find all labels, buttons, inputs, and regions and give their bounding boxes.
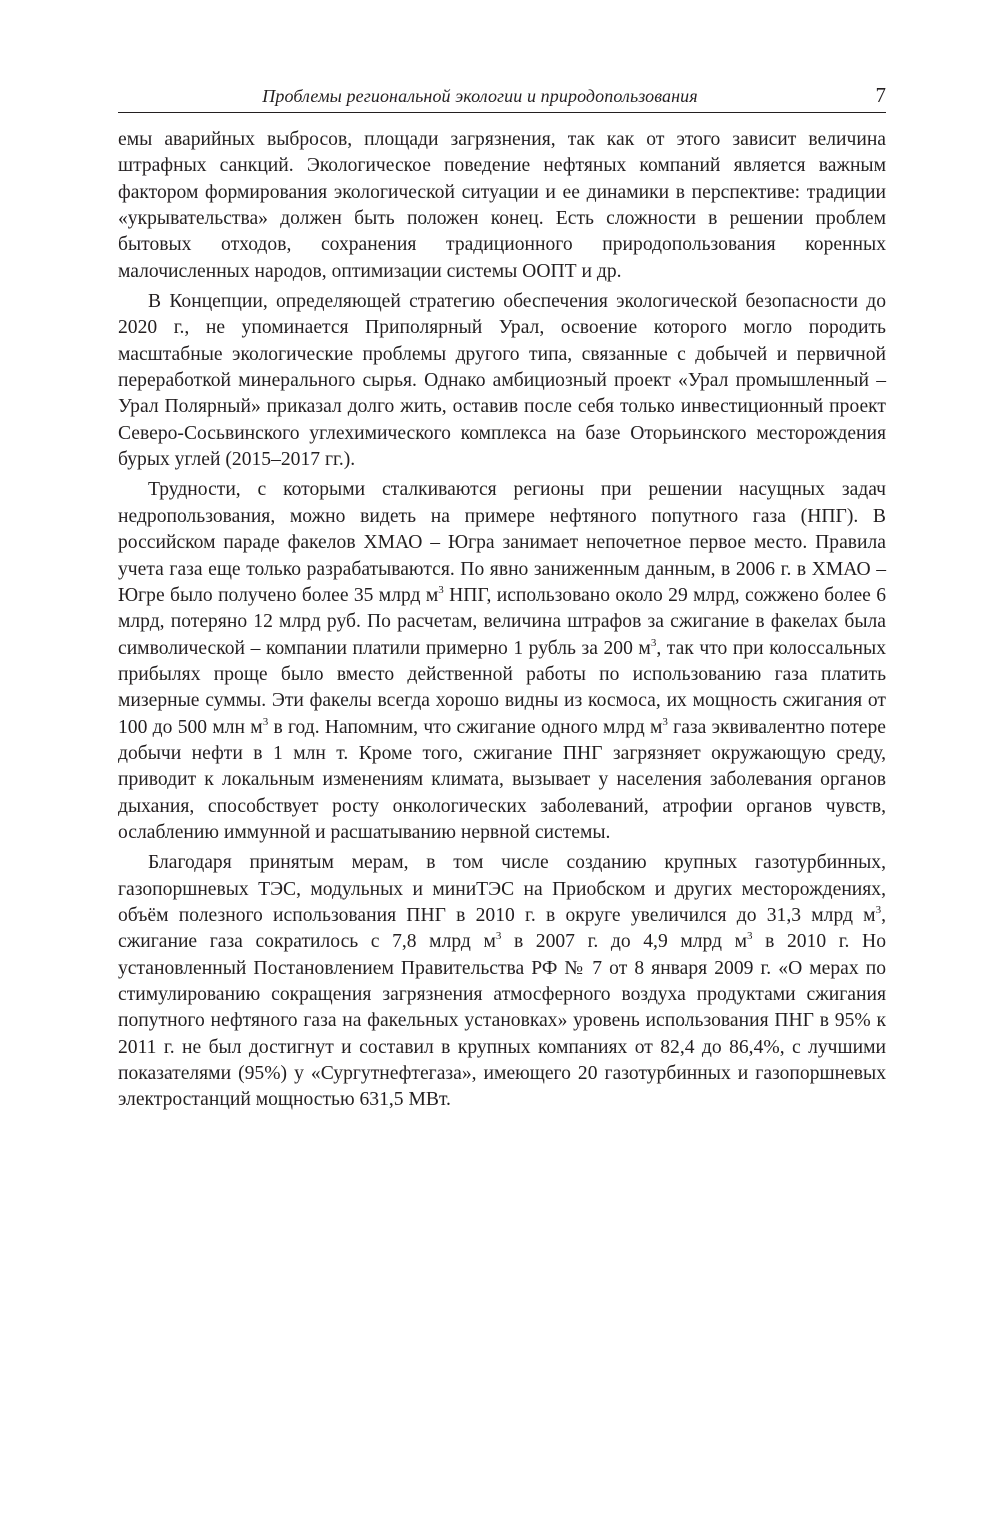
text-run: Трудности, с которыми сталкиваются регионы при решении насущных задач недропользования, можно видеть на примере нефтяного попутного газа (НПГ). В российском параде факелов ХМАО – Югра занимает непочетное первое место. Правила учета газа еще только разрабатываются. По явно заниженным данным, в 2006 г. в ХМАО – Югре было получено более 35 млрд м <box>118 479 886 606</box>
text-run: , так что при колоссальных прибылях проще было вместо действенной работы по использованию газа платить мизерные суммы. Эти факелы всегда хорошо видны из космоса, их мощность сжигания от 100 до 500 млн м <box>118 637 886 738</box>
text-run: в 2010 г. Но установленный Постановлением Правительства РФ № 7 от 8 января 2009 г. «О мерах по стимулированию сокращения загрязнения атмосферного воздуха продуктами сжигания попутного нефтяного газа на факельных установках» уровень использования ПНГ в 95% к 2011 г. не был достигнут и составил в крупных компаниях от 82,4 до 86,4%, с лучшими показателями (95%) у «Сургутнефтегаза», имеющего 20 газотурбинных и газопоршневых электростанций мощностью 631,5 МВт. <box>118 931 886 1111</box>
paragraph-3 <box>118 477 886 846</box>
page-number: 7 <box>875 83 886 107</box>
text-run: в год. Напомним, что сжигание одного млрд м <box>268 716 663 738</box>
text-run: газа эквивалентно потере добычи нефти в 1 млн т. Кроме того, сжигание ПНГ загрязняет окружающую среду, приводит к локальным изменениям климата, вызывает у населения заболевания органов дыхания, способствует росту онкологических заболеваний, атрофии органов чувств, ослаблению иммунной и расшатыванию нервной системы. <box>118 716 886 843</box>
text-run: НПГ, использовано около 29 млрд, сожжено более 6 млрд, потеряно 12 млрд руб. По расчетам, величина штрафов за сжигание в факелах была символической – компании платили примерно 1 рубль за 200 м <box>118 584 886 659</box>
paragraph-2: В Концепции, определяющей стратегию обеспечения экологической безопасности до 2020 г., не упоминается Приполярный Урал, освоение которого могло породить масштабные экологические проблемы другого типа, связанные с добычей и первичной переработкой минерального сырья. Однако амбициозный проект «Урал промышленный – Урал Полярный» приказал долго жить, оставив после себя только инвестиционный проект Северо-Сосьвинского углехимического комплекса на базе Оторьинского месторождения бурых углей (2015–2017 гг.). <box>118 291 886 471</box>
text-run: в 2007 г. до 4,9 млрд м <box>501 931 748 953</box>
superscript: 3 <box>495 930 502 943</box>
body-text <box>118 127 886 1114</box>
running-title: Проблемы региональной экологии и природопользования <box>262 86 698 106</box>
superscript: 3 <box>650 636 657 649</box>
text-run: , сжигание газа сократилось с 7,8 млрд м <box>118 904 886 953</box>
superscript: 3 <box>438 583 444 596</box>
paragraph-1: емы аварийных выбросов, площади загрязнения, так как от этого зависит величина штрафных санкций. Экологическое поведение нефтяных компаний является важным фактором формирования экологической ситуации и ее динамики в перспективе: традиции «укрывательства» должен быть положен конец. Есть сложности в решении проблем бытовых отходов, сохранения традиционного природопользования коренных малочисленных народов, оптимизации системы ООПТ и др. <box>118 129 886 282</box>
superscript: 3 <box>662 715 668 728</box>
superscript: 3 <box>875 903 882 916</box>
paragraph-4 <box>118 850 886 1113</box>
superscript: 3 <box>262 715 269 728</box>
text-run: Благодаря принятым мерам, в том числе созданию крупных газотурбинных, газопоршневых ТЭС, модульных и миниТЭС на Приобском и других месторождениях, объём полезного использования ПНГ в 2010 г. в округе увеличился до 31,3 млрд м <box>118 852 886 926</box>
running-header <box>118 78 886 113</box>
page <box>118 78 886 1114</box>
superscript: 3 <box>747 930 753 943</box>
